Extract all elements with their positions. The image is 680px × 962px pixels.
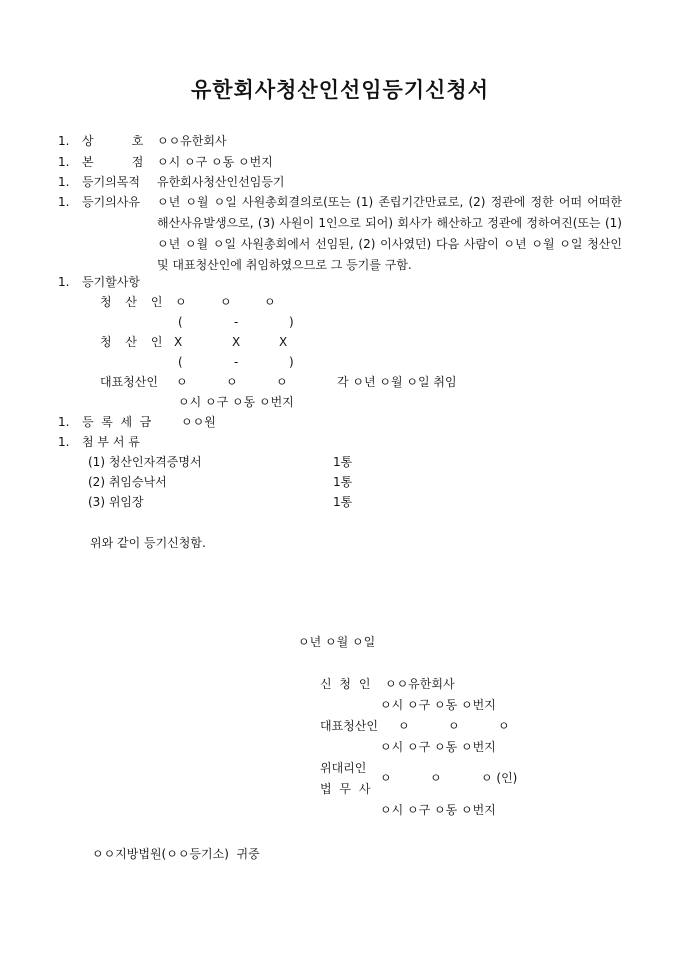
agent-name: ㅇ — [380, 771, 392, 785]
liquidator1-name: ㅇ — [220, 295, 232, 309]
head-office-label: 본 점 — [82, 155, 144, 169]
agent-name-seal: ㅇ (인) — [481, 771, 518, 785]
liquidator1-label: 청 산 인 — [100, 295, 168, 309]
item-number: 1. — [58, 195, 70, 209]
tax-value: ㅇㅇ원 — [181, 415, 216, 429]
rep-liquidator-name: ㅇ — [176, 375, 188, 389]
liquidator1-id-close: ) — [289, 315, 294, 329]
item-number: 1. — [58, 415, 70, 429]
trade-name-label: 상 호 — [82, 134, 144, 148]
rep-liquidator-address: ㅇ시 ㅇ구 ㅇ동 ㅇ번지 — [178, 395, 294, 409]
reason-paragraph: ㅇ년 ㅇ월 ㅇ일 사원총회결의로(또는 (1) 존립기간만료로, (2) 정관에 정한 어떠 어떠한 해산사유발생으로, (3) 사원이 1인으로 되어) 회사가 해산하고 정관에 정하여진(또는 (1) ㅇ년 ㅇ월 ㅇ일 사원총회에서 선임된, (2) 이사였던) 다음 사람이 ㅇ년 ㅇ월 ㅇ일 청산인 및 대표청산인에 취임하였으므로 그 등기를 구함. — [157, 195, 622, 272]
agent-name: ㅇ — [430, 771, 442, 785]
applicant-rep-name: ㅇ — [398, 719, 410, 733]
attachment-name: (1) 청산인자격증명서 — [88, 455, 202, 469]
item-number: 1. — [58, 134, 70, 148]
agent-label: 위대리인 — [320, 761, 367, 775]
purpose-label: 등기의목적 — [82, 175, 140, 189]
registration-label: 등기할사항 — [82, 275, 140, 289]
attachment-name: (3) 위임장 — [88, 495, 144, 509]
head-office-value: ㅇ시 ㅇ구 ㅇ동 ㅇ번지 — [157, 155, 273, 169]
tax-label: 등 록 세 금 — [82, 415, 152, 429]
applicant-rep-address: ㅇ시 ㅇ구 ㅇ동 ㅇ번지 — [380, 740, 496, 754]
liquidator2-name: X — [174, 335, 183, 349]
applicant-company: ㅇㅇ유한회사 — [385, 677, 455, 691]
item-number: 1. — [58, 275, 70, 289]
application-date: ㅇ년 ㅇ월 ㅇ일 — [298, 635, 376, 649]
attachment-count: 1통 — [333, 495, 353, 509]
liquidator2-label: 청 산 인 — [100, 335, 168, 349]
agent-title: 법 무 사 — [320, 782, 373, 796]
liquidator1-id-open: ( — [178, 315, 183, 329]
item-number: 1. — [58, 155, 70, 169]
applicant-rep-name: ㅇ — [498, 719, 510, 733]
liquidator1-name: ㅇ — [175, 295, 187, 309]
rep-liquidator-label: 대표청산인 — [100, 375, 158, 389]
rep-liquidator-name: ㅇ — [276, 375, 288, 389]
liquidator2-id-dash: - — [234, 355, 239, 369]
attachments-label: 첨 부 서 류 — [82, 435, 140, 449]
liquidator1-name: ㅇ — [264, 295, 276, 309]
court-addressee: ㅇㅇ지방법원(ㅇㅇ등기소) 귀중 — [92, 847, 260, 861]
trade-name-value: ㅇㅇ유한회사 — [157, 134, 227, 148]
liquidator2-name: X — [232, 335, 241, 349]
applicant-label: 신 청 인 — [320, 677, 373, 691]
agent-address: ㅇ시 ㅇ구 ㅇ동 ㅇ번지 — [380, 803, 496, 817]
liquidator1-id-dash: - — [234, 315, 239, 329]
attachment-name: (2) 취임승낙서 — [88, 475, 167, 489]
liquidator2-id-close: ) — [289, 355, 294, 369]
item-number: 1. — [58, 435, 70, 449]
closing-statement: 위와 같이 등기신청함. — [90, 536, 206, 550]
liquidator2-id-open: ( — [178, 355, 183, 369]
rep-liquidator-appointed: 각 ㅇ년 ㅇ월 ㅇ일 취임 — [337, 375, 457, 389]
reason-label: 등기의사유 — [82, 195, 140, 209]
liquidator2-name: X — [279, 335, 288, 349]
purpose-value: 유한회사청산인선임등기 — [157, 175, 285, 189]
document-title: 유한회사청산인선임등기신청서 — [190, 78, 489, 102]
rep-liquidator-name: ㅇ — [226, 375, 238, 389]
attachment-count: 1통 — [333, 455, 353, 469]
applicant-rep-label: 대표청산인 — [320, 719, 378, 733]
applicant-rep-name: ㅇ — [448, 719, 460, 733]
applicant-address: ㅇ시 ㅇ구 ㅇ동 ㅇ번지 — [380, 698, 496, 712]
item-number: 1. — [58, 175, 70, 189]
attachment-count: 1통 — [333, 475, 353, 489]
